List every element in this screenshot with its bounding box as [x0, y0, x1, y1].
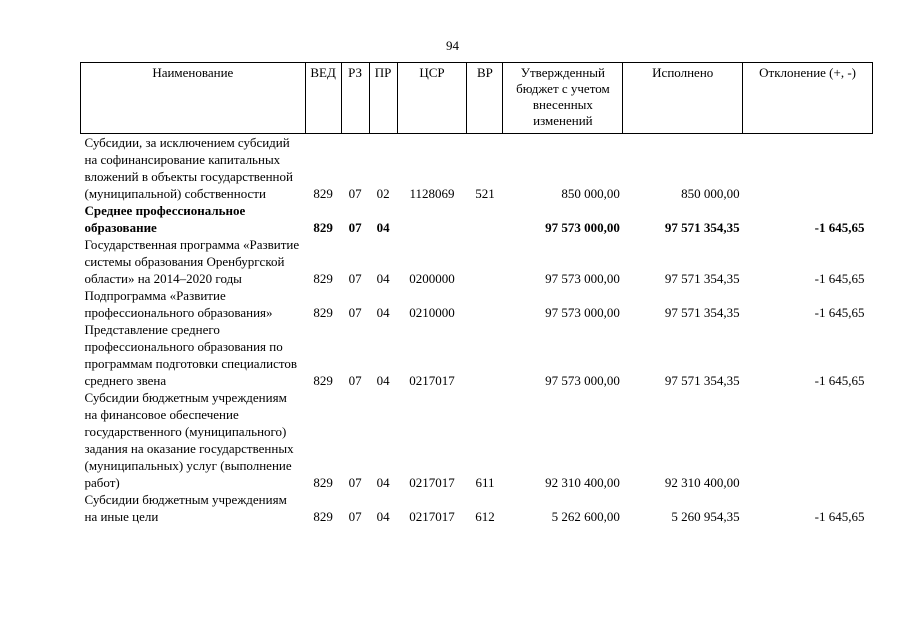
page-number: 94: [446, 38, 459, 53]
table-row: [81, 287, 873, 321]
cell-rz: 07: [348, 305, 362, 320]
cell-name: Субсидии бюджетным учреждениям на иные цели: [84, 492, 287, 524]
cell-budget: 850 000,00: [561, 186, 620, 201]
cell-executed: 92 310 400,00: [664, 475, 740, 490]
cell-name: Субсидии, за исключением субсидий на софинансирование капитальных вложений в объекты государственной (муниципальной) собственности: [84, 135, 293, 201]
cell-csr: 0217017: [409, 509, 455, 524]
cell-budget: 92 310 400,00: [545, 475, 620, 490]
cell-pr: 04: [376, 509, 390, 524]
table-row: [81, 236, 873, 287]
cell-ved: 829: [313, 475, 333, 490]
cell-vr: 611: [475, 475, 495, 490]
cell-executed: 97 571 354,35: [664, 220, 740, 235]
cell-vr: [467, 236, 503, 287]
cell-csr: 0217017: [409, 475, 455, 490]
cell-vr: 612: [475, 509, 495, 524]
cell-rz: 07: [348, 475, 362, 490]
header-pr: ПР: [369, 63, 397, 134]
cell-rz: 07: [348, 220, 362, 235]
cell-name: Субсидии бюджетным учреждениям на финансовое обеспечение государственного (муниципального) задания на оказание государственных (муниципальных) услуг (выполнение работ): [84, 390, 294, 490]
table-row: [81, 134, 873, 203]
cell-csr: 0210000: [409, 305, 455, 320]
header-deviation: Отклонение (+, -): [743, 63, 873, 134]
header-rz: РЗ: [341, 63, 369, 134]
cell-rz: 07: [348, 509, 362, 524]
cell-csr: 1128069: [409, 186, 455, 201]
cell-name: Среднее профессиональное образование: [84, 203, 246, 235]
cell-deviation: -1 645,65: [814, 373, 865, 388]
cell-vr: [467, 287, 503, 321]
table-row: [81, 321, 873, 389]
cell-executed: 5 260 954,35: [671, 509, 740, 524]
table-row: [81, 202, 873, 236]
cell-name: Подпрограмма «Развитие профессионального образования»: [84, 288, 273, 320]
table-row: [81, 491, 873, 525]
cell-budget: 5 262 600,00: [551, 509, 620, 524]
cell-executed: 97 571 354,35: [664, 271, 740, 286]
cell-budget: 97 573 000,00: [545, 373, 620, 388]
cell-executed: 97 571 354,35: [664, 305, 740, 320]
cell-deviation: [743, 389, 873, 491]
cell-rz: 07: [348, 186, 362, 201]
cell-deviation: -1 645,65: [814, 271, 865, 286]
cell-executed: 97 571 354,35: [664, 373, 740, 388]
cell-deviation: -1 645,65: [814, 220, 865, 235]
cell-csr: [397, 202, 467, 236]
cell-pr: 04: [376, 220, 390, 235]
cell-vr: [467, 202, 503, 236]
cell-deviation: -1 645,65: [814, 509, 865, 524]
cell-pr: 04: [376, 373, 390, 388]
cell-deviation: -1 645,65: [814, 305, 865, 320]
cell-budget: 97 573 000,00: [545, 271, 620, 286]
header-ved: ВЕД: [305, 63, 341, 134]
cell-name: Представление среднего профессионального образования по программам подготовки специалистов среднего звена: [84, 322, 298, 388]
table-header: [81, 63, 873, 134]
cell-ved: 829: [313, 186, 333, 201]
cell-ved: 829: [313, 305, 333, 320]
cell-name: Государственная программа «Развитие системы образования Оренбургской области» на 2014–2020 годы: [84, 237, 300, 286]
header-budget: Утвержденный бюджет с учетом внесенных изменений: [503, 63, 623, 134]
cell-executed: 850 000,00: [681, 186, 740, 201]
cell-budget: 97 573 000,00: [545, 220, 620, 235]
cell-ved: 829: [313, 373, 333, 388]
table-row: [81, 389, 873, 491]
header-name: Наименование: [81, 63, 306, 134]
header-csr: ЦСР: [397, 63, 467, 134]
header-vr: ВР: [467, 63, 503, 134]
cell-pr: 04: [376, 305, 390, 320]
cell-ved: 829: [313, 271, 333, 286]
cell-vr: [467, 321, 503, 389]
cell-rz: 07: [348, 271, 362, 286]
budget-table: [80, 62, 873, 525]
cell-ved: 829: [313, 220, 333, 235]
cell-pr: 04: [376, 271, 390, 286]
cell-vr: 521: [475, 186, 495, 201]
cell-csr: 0200000: [409, 271, 455, 286]
cell-rz: 07: [348, 373, 362, 388]
cell-csr: 0217017: [409, 373, 455, 388]
header-executed: Исполнено: [623, 63, 743, 134]
cell-pr: 02: [376, 186, 390, 201]
cell-deviation: [743, 134, 873, 203]
cell-budget: 97 573 000,00: [545, 305, 620, 320]
cell-ved: 829: [313, 509, 333, 524]
cell-pr: 04: [376, 475, 390, 490]
table-body: [81, 134, 873, 526]
